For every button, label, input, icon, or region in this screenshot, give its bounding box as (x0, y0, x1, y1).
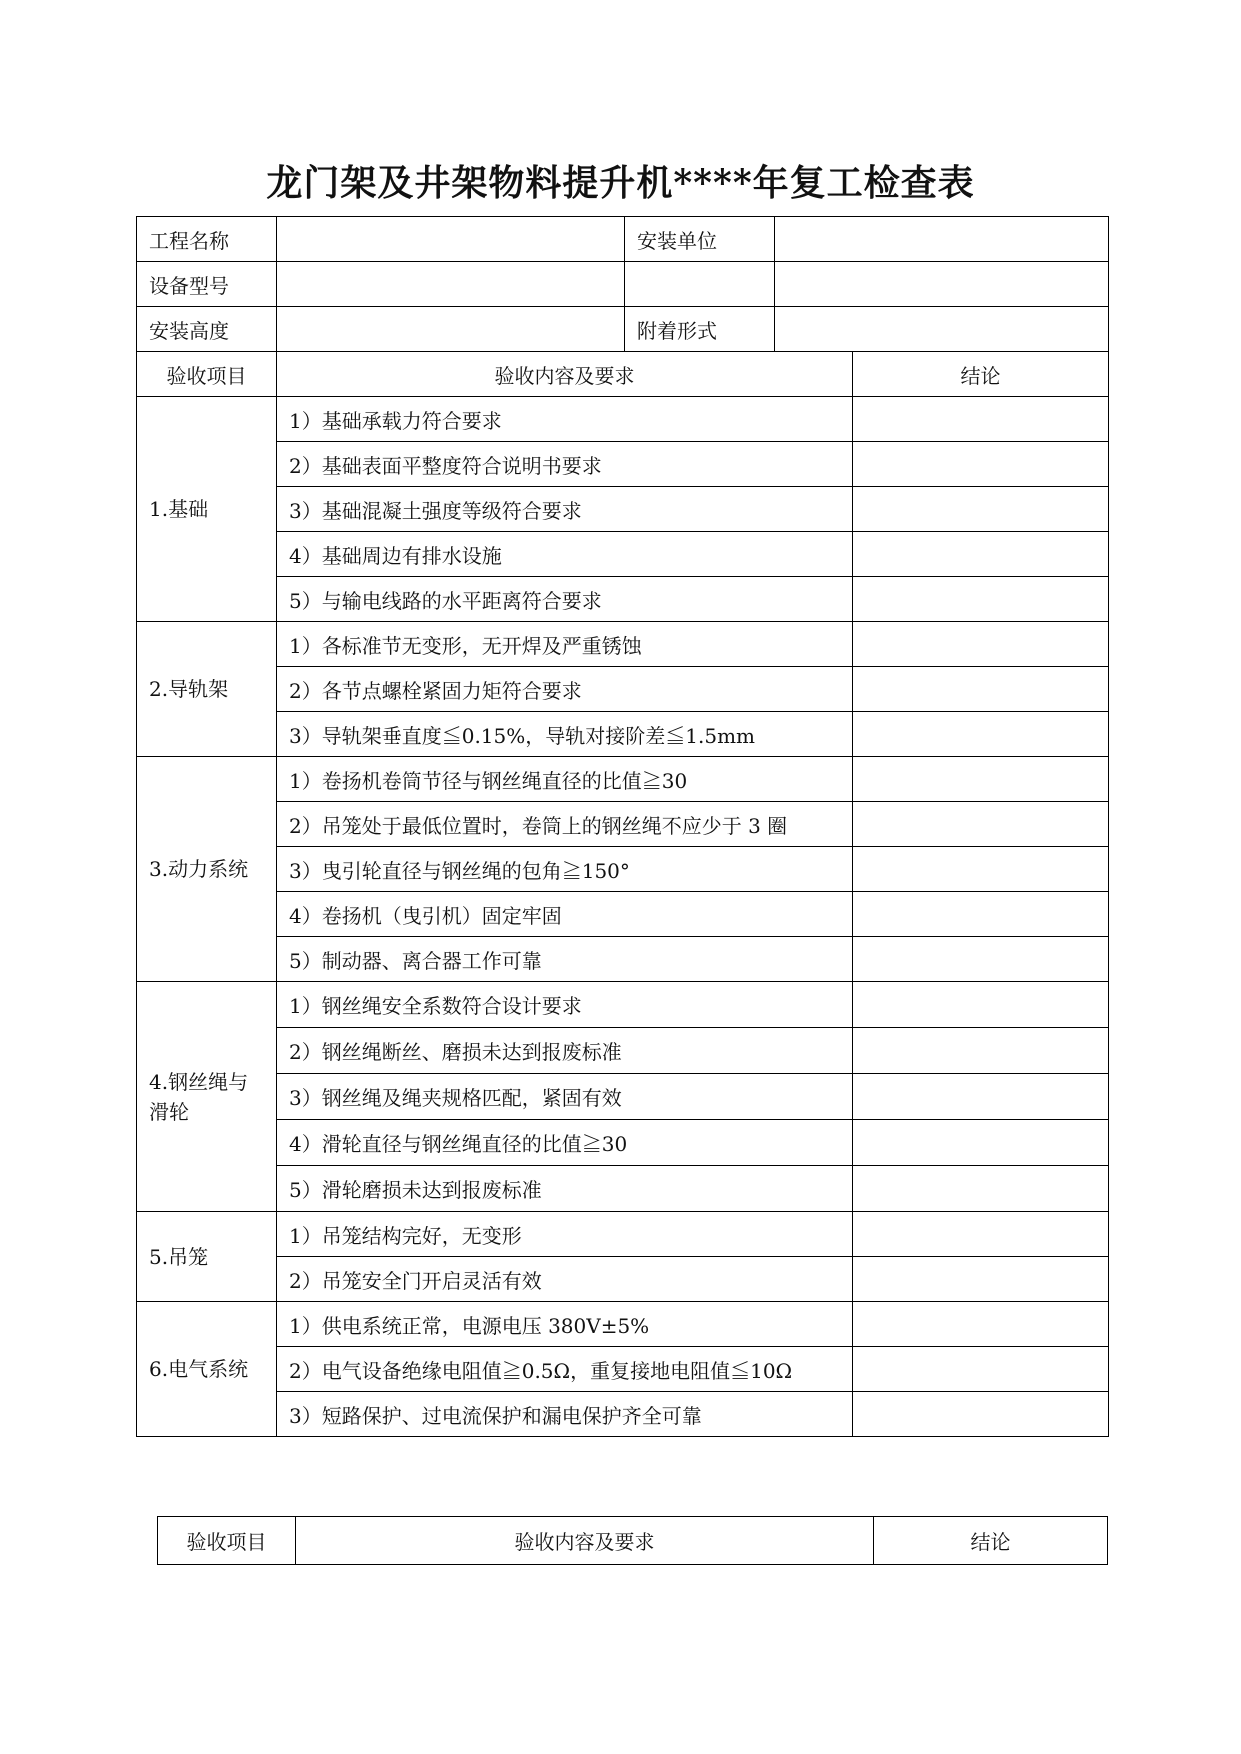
check-item: 2）各节点螺栓紧固力矩符合要求 (277, 667, 853, 712)
check-item: 2）电气设备绝缘电阻值≧0.5Ω，重复接地电阻值≦10Ω (277, 1347, 853, 1392)
blank-value-cell[interactable] (775, 262, 1109, 307)
check-item: 4）基础周边有排水设施 (277, 532, 853, 577)
check-item: 3）基础混凝土强度等级符合要求 (277, 487, 853, 532)
check-item: 3）短路保护、过电流保护和漏电保护齐全可靠 (277, 1392, 853, 1437)
table-row (137, 1392, 1109, 1437)
conclusion-cell[interactable] (853, 1074, 1109, 1120)
header-row (158, 1517, 1108, 1565)
conclusion-cell[interactable] (853, 487, 1109, 532)
header-conclusion: 结论 (874, 1517, 1108, 1565)
conclusion-cell[interactable] (853, 847, 1109, 892)
table-row (137, 577, 1109, 622)
table-row (137, 1166, 1109, 1212)
check-item: 3）导轨架垂直度≦0.15%，导轨对接阶差≦1.5mm (277, 712, 853, 757)
table-row (137, 307, 1109, 352)
continuation-table (157, 1516, 1108, 1565)
check-item: 1）基础承载力符合要求 (277, 397, 853, 442)
header-content: 验收内容及要求 (296, 1517, 874, 1565)
project-name-value[interactable] (277, 217, 625, 262)
table-row (137, 1257, 1109, 1302)
header-row (137, 352, 1109, 397)
conclusion-cell[interactable] (853, 577, 1109, 622)
check-item: 4）卷扬机（曳引机）固定牢固 (277, 892, 853, 937)
conclusion-cell[interactable] (853, 532, 1109, 577)
height-value[interactable] (277, 307, 625, 352)
install-unit-label: 安装单位 (625, 217, 775, 262)
table-row (137, 937, 1109, 982)
conclusion-cell[interactable] (853, 667, 1109, 712)
conclusion-cell[interactable] (853, 937, 1109, 982)
table-row (137, 1302, 1109, 1347)
conclusion-cell[interactable] (853, 442, 1109, 487)
height-label: 安装高度 (137, 307, 277, 352)
check-item: 3）曳引轮直径与钢丝绳的包角≧150° (277, 847, 853, 892)
conclusion-cell[interactable] (853, 397, 1109, 442)
check-item: 5）与输电线路的水平距离符合要求 (277, 577, 853, 622)
model-value[interactable] (277, 262, 625, 307)
check-item: 2）钢丝绳断丝、磨损未达到报废标准 (277, 1028, 853, 1074)
table-row (137, 1028, 1109, 1074)
table-row (137, 487, 1109, 532)
table-row (137, 1074, 1109, 1120)
header-item: 验收项目 (137, 352, 277, 397)
conclusion-cell[interactable] (853, 802, 1109, 847)
conclusion-cell[interactable] (853, 1347, 1109, 1392)
conclusion-cell[interactable] (853, 622, 1109, 667)
table-row (137, 982, 1109, 1028)
model-label: 设备型号 (137, 262, 277, 307)
section-label-cage: 5.吊笼 (137, 1212, 277, 1302)
conclusion-cell[interactable] (853, 892, 1109, 937)
attach-label: 附着形式 (625, 307, 775, 352)
section-label-foundation: 1.基础 (137, 397, 277, 622)
section-label-wire-rope: 4.钢丝绳与滑轮 (137, 982, 277, 1212)
check-item: 5）制动器、离合器工作可靠 (277, 937, 853, 982)
header-conclusion: 结论 (853, 352, 1109, 397)
check-item: 5）滑轮磨损未达到报废标准 (277, 1166, 853, 1212)
conclusion-cell[interactable] (853, 712, 1109, 757)
table-row (137, 712, 1109, 757)
check-item: 1）吊笼结构完好，无变形 (277, 1212, 853, 1257)
table-row (137, 1120, 1109, 1166)
table-row (137, 622, 1109, 667)
check-item: 1）各标准节无变形，无开焊及严重锈蚀 (277, 622, 853, 667)
conclusion-cell[interactable] (853, 1166, 1109, 1212)
header-item: 验收项目 (158, 1517, 296, 1565)
table-row (137, 892, 1109, 937)
section-label-electrical: 6.电气系统 (137, 1302, 277, 1437)
section-label-guide-rail: 2.导轨架 (137, 622, 277, 757)
conclusion-cell[interactable] (853, 1257, 1109, 1302)
check-item: 4）滑轮直径与钢丝绳直径的比值≧30 (277, 1120, 853, 1166)
conclusion-cell[interactable] (853, 1302, 1109, 1347)
table-row (137, 757, 1109, 802)
check-item: 2）基础表面平整度符合说明书要求 (277, 442, 853, 487)
table-row (137, 262, 1109, 307)
blank-label-cell (625, 262, 775, 307)
conclusion-cell[interactable] (853, 1392, 1109, 1437)
header-content: 验收内容及要求 (277, 352, 853, 397)
check-item: 1）卷扬机卷筒节径与钢丝绳直径的比值≧30 (277, 757, 853, 802)
table-row (137, 532, 1109, 577)
table-row (137, 442, 1109, 487)
inspection-table (136, 216, 1109, 1437)
conclusion-cell[interactable] (853, 1120, 1109, 1166)
check-item: 2）吊笼处于最低位置时，卷筒上的钢丝绳不应少于 3 圈 (277, 802, 853, 847)
page-title: 龙门架及井架物料提升机****年复工检查表 (266, 162, 975, 204)
table-row (137, 667, 1109, 712)
table-row (137, 397, 1109, 442)
table-row (137, 802, 1109, 847)
table-row (137, 1212, 1109, 1257)
conclusion-cell[interactable] (853, 1212, 1109, 1257)
install-unit-value[interactable] (775, 217, 1109, 262)
check-item: 1）钢丝绳安全系数符合设计要求 (277, 982, 853, 1028)
conclusion-cell[interactable] (853, 982, 1109, 1028)
table-row (137, 1347, 1109, 1392)
check-item: 2）吊笼安全门开启灵活有效 (277, 1257, 853, 1302)
check-item: 1）供电系统正常，电源电压 380V±5% (277, 1302, 853, 1347)
attach-value[interactable] (775, 307, 1109, 352)
check-item: 3）钢丝绳及绳夹规格匹配，紧固有效 (277, 1074, 853, 1120)
section-label-power-system: 3.动力系统 (137, 757, 277, 982)
table-row (137, 847, 1109, 892)
project-name-label: 工程名称 (137, 217, 277, 262)
conclusion-cell[interactable] (853, 1028, 1109, 1074)
table-row (137, 217, 1109, 262)
conclusion-cell[interactable] (853, 757, 1109, 802)
